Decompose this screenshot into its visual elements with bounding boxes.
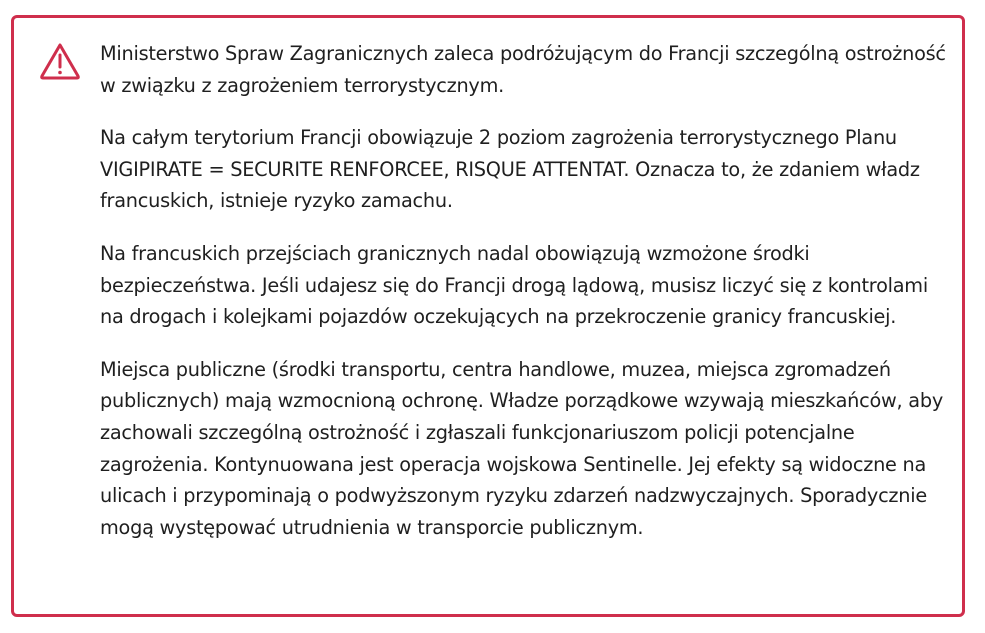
warning-triangle-icon [39,42,81,80]
security-warning-alert [11,15,965,617]
alert-paragraph-threat-level: Na całym terytorium Francji obowiązuje 2 poziom zagrożenia terrorystycznego Planu VIGIPIRATE = SECURITE RENFORCEE, RISQUE ATTENTAT. Oznacza to, że zdaniem władz francuskich, istnieje ryzyko zamachu. [100,126,920,213]
alert-paragraph-border-controls: Na francuskich przejściach granicznych nadal obowiązują wzmożone środki bezpieczeństwa. Jeśli udajesz się do Francji drogą lądową, musisz liczyć się z kontrolami na drogach i kolejkami pojazdów oczekujących na przekroczenie granicy francuskiej. [100,241,928,329]
alert-paragraph-intro: Ministerstwo Spraw Zagranicznych zaleca podróżującym do Francji szczególną ostrożność w związku z zagrożeniem terrorystycznym. [100,42,946,97]
alert-message [100,38,950,564]
alert-paragraph-public-places: Miejsca publiczne (środki transportu, centra handlowe, muzea, miejsca zgromadzeń publicznych) mają wzmocnioną ochronę. Władze porządkowe wzywają mieszkańców, aby zachowali szczególną ostrożność i zgłaszali funkcjonariuszom policji potencjalne zagrożenia. Kontynuowana jest operacja wojskowa Sentinelle. Jej efekty są widoczne na ulicach i przypominają o podwyższonym ryzyku zdarzeń nadzwyczajnych. Sporadycznie mogą występować utrudnienia w transporcie publicznym. [100,357,943,539]
